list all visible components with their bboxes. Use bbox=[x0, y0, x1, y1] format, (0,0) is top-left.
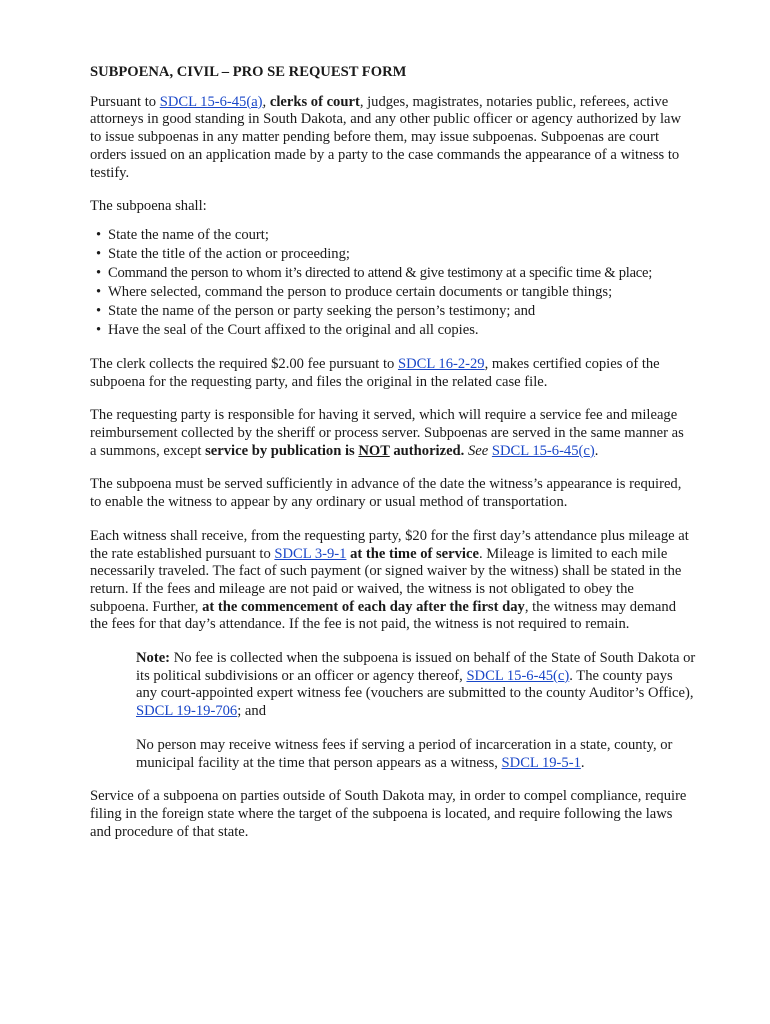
link-sdcl-15-6-45a[interactable]: SDCL 15-6-45(a) bbox=[159, 93, 263, 110]
text: , the witness may demand the fees for that day’s attendance. If the fee is not paid, the witness is not required to remain. bbox=[90, 598, 677, 633]
list-item-text: Where selected, command the person to produce certain documents or tangible things; bbox=[108, 283, 613, 300]
bold-underlined-text: NOT bbox=[358, 442, 390, 459]
italic-text: See bbox=[467, 442, 489, 459]
paragraph-service bbox=[90, 407, 690, 460]
link-sdcl-15-6-45c[interactable]: SDCL 15-6-45(c) bbox=[491, 442, 595, 459]
list-item bbox=[96, 283, 690, 302]
bold-text: at the time of service bbox=[346, 545, 479, 562]
bullet-icon: • bbox=[96, 245, 102, 262]
requirements-list bbox=[90, 226, 690, 340]
bold-text: clerks of court bbox=[269, 93, 360, 110]
document-title: SUBPOENA, CIVIL – PRO SE REQUEST FORM bbox=[90, 64, 407, 80]
list-item bbox=[96, 321, 690, 340]
link-sdcl-19-5-1[interactable]: SDCL 19-5-1 bbox=[501, 754, 581, 771]
paragraph-subpoena-shall: The subpoena shall: bbox=[90, 198, 207, 215]
paragraph-clerk-fee bbox=[90, 356, 690, 391]
text: No person may receive witness fees if serving a period of incarceration in a state, county, or municipal facility at the time that person appears as a witness, bbox=[136, 736, 673, 771]
list-item-text: State the name of the person or party seeking the person’s testimony; and bbox=[108, 302, 536, 319]
note-label: Note: bbox=[136, 650, 171, 667]
list-item-text: Command the person to whom it’s directed to attend & give testimony at a specific time & place; bbox=[108, 264, 653, 281]
bullet-icon: • bbox=[96, 264, 101, 281]
list-item bbox=[96, 264, 690, 283]
link-sdcl-16-2-29[interactable]: SDCL 16-2-29 bbox=[397, 355, 485, 372]
list-item-text: State the title of the action or proceeding; bbox=[108, 245, 350, 262]
bullet-icon: • bbox=[96, 302, 102, 319]
text: . bbox=[580, 754, 585, 771]
text: . bbox=[594, 442, 599, 459]
bold-text: authorized. bbox=[389, 442, 465, 459]
text: , bbox=[262, 93, 270, 110]
paragraph-authority bbox=[90, 94, 690, 183]
link-sdcl-15-6-45c[interactable]: SDCL 15-6-45(c) bbox=[466, 667, 570, 684]
link-sdcl-19-19-706[interactable]: SDCL 19-19-706 bbox=[136, 703, 238, 720]
text: ; and bbox=[237, 703, 266, 720]
text: . Mileage is limited to each mile necessarily traveled. The fact of such payment (or signed waiver by the witness) shall be stated in the return. If the fees and mileage are not paid or waived, the witness is not obligated to obey the subpoena. Further, bbox=[90, 545, 682, 615]
list-item-text: State the name of the court; bbox=[108, 226, 269, 243]
text: , judges, magistrates, notaries public, referees, active attorneys in good standing in South Dakota, and any other public officer or agency authorized by law to issue subpoenas in any matter pending before them, may issue subpoenas. Subpoenas are court orders issued on an application made by a party to the case commands the appearance of a witness to testify. bbox=[90, 93, 682, 181]
text: Each witness shall receive, from the requesting party, $20 for the first day’s attendance plus mileage at the rate established pursuant to bbox=[90, 527, 689, 562]
note-incarceration-paragraph bbox=[136, 737, 696, 772]
text: The requesting party is responsible for having it served, which will require a service fee and mileage reimbursement collected by the sheriff or process server. Subpoenas are served in the same manner as a summons, except bbox=[90, 407, 684, 459]
list-item bbox=[96, 226, 690, 245]
bold-text: at the commencement of each day after the first day bbox=[202, 598, 525, 615]
bullet-icon: • bbox=[96, 321, 102, 338]
text: . The county pays any court-appointed expert witness fee (vouchers are submitted to the county Auditor’s Office), bbox=[136, 667, 694, 702]
text: , makes certified copies of the subpoena for the requesting party, and files the original in the related case file. bbox=[90, 355, 660, 390]
list-item bbox=[96, 302, 690, 321]
text: The clerk collects the required $2.00 fee pursuant to bbox=[90, 355, 398, 372]
paragraph-out-of-state: Service of a subpoena on parties outside of South Dakota may, in order to compel compliance, require filing in the foreign state where the target of the subpoena is located, and require following the laws and procedure of that state. bbox=[90, 788, 687, 840]
text: Pursuant to bbox=[90, 93, 160, 110]
bullet-icon: • bbox=[96, 283, 102, 300]
text: No fee is collected when the subpoena is issued on behalf of the State of South Dakota or its political subdivisions or an officer or agency thereof, bbox=[136, 650, 696, 684]
paragraph-advance-notice: The subpoena must be served sufficiently in advance of the date the witness’s appearance is required, to enable the witness to appear by any ordinary or usual method of transportation. bbox=[90, 476, 682, 511]
note-paragraph bbox=[136, 650, 696, 721]
link-sdcl-3-9-1[interactable]: SDCL 3-9-1 bbox=[274, 545, 347, 562]
document-page bbox=[90, 64, 696, 857]
bullet-icon: • bbox=[96, 226, 102, 243]
paragraph-witness-fees bbox=[90, 528, 690, 634]
bold-text: service by publication is bbox=[205, 442, 359, 459]
list-item-text: Have the seal of the Court affixed to the original and all copies. bbox=[108, 321, 479, 338]
list-item bbox=[96, 245, 690, 264]
